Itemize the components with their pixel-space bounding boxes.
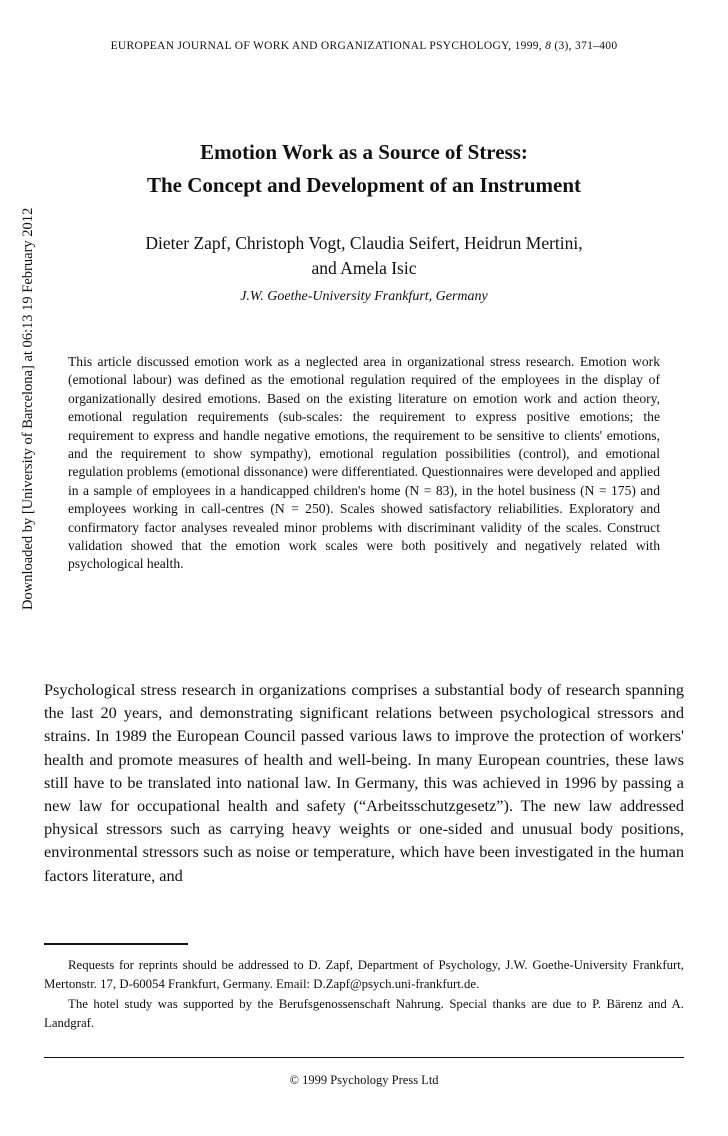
footnote-divider [44, 943, 188, 945]
footnotes [44, 956, 684, 1034]
abstract: This article discussed emotion work as a neglected area in organizational stress research. Emotion work (emotional labour) was defined as the emotional regulation required of the employees in the display of organizationally desired emotions. Based on the existing literature on emotion work and action theory, emotional regulation requirements (sub-scales: the requirement to express positive emotions; the requirement to express and handle negative emotions, the requirement to be sensitive to clients' emotions, and the requirement to show sympathy), emotional regulation possibilities (control), and emotional regulation problems (emotional dissonance) were differentiated. Questionnaires were developed and applied in a sample of employees in a handicapped children's home (N = 83), in the hotel business (N = 175) and employees working in call-centres (N = 250). Scales showed satisfactory reliabilities. Exploratory and confirmatory factor analyses revealed minor problems with discriminant validity of the scales. Construct validation showed that the emotion work scales were both positively and negatively related with psychological health. [68, 354, 660, 572]
copyright-notice: © 1999 Psychology Press Ltd [289, 1073, 439, 1087]
body-paragraph: Psychological stress research in organizations comprises a substantial body of research spanning the last 20 years, and demonstrating significant relations between psychological stressors and strains. In 1989 the European Council passed various laws to improve the protection of workers' health and promote measures of health and well-being. In many European countries, these laws still have to be translated into national law. In Germany, this was achieved in 1996 by passing a new law for occupational health and safety (“Arbeitsschutzgesetz”). The new law addressed physical stressors such as carrying heavy weights or one-sided and unusual body positions, environmental stressors such as noise or temperature, which have been investigated in the human factors literature, and [44, 680, 684, 885]
running-head-volume: 8 [545, 40, 552, 52]
article-title [44, 136, 684, 202]
title-line-2: The Concept and Development of an Instrument [146, 173, 581, 197]
title-line-1: Emotion Work as a Source of Stress: [200, 140, 528, 164]
footer-divider [44, 1057, 684, 1058]
footnote-reprints: Requests for reprints should be addressed to D. Zapf, Department of Psychology, J.W. Goethe-University Frankfurt, Mertonstr. 17, D-60054 Frankfurt, Germany. Email: D.Zapf@psych.uni-frankfurt.de. [44, 958, 684, 992]
running-head-issue-pages: (3), 371–400 [551, 40, 618, 52]
affiliation: J.W. Goethe-University Frankfurt, Germany [240, 289, 488, 304]
download-watermark: Downloaded by [University of Barcelona] at 06:13 19 February 2012 [20, 207, 36, 610]
footnote-acknowledgement: The hotel study was supported by the Berufsgenossenschaft Nahrung. Special thanks are due to P. Bärenz and A. Landgraf. [44, 996, 684, 1031]
authors-line-2: and Amela Isic [311, 258, 417, 278]
author-list [44, 231, 684, 281]
running-head [44, 40, 684, 52]
running-head-journal: EUROPEAN JOURNAL OF WORK AND ORGANIZATIONAL PSYCHOLOGY, 1999, [110, 40, 546, 52]
authors-line-1: Dieter Zapf, Christoph Vogt, Claudia Seifert, Heidrun Mertini, [145, 233, 583, 253]
